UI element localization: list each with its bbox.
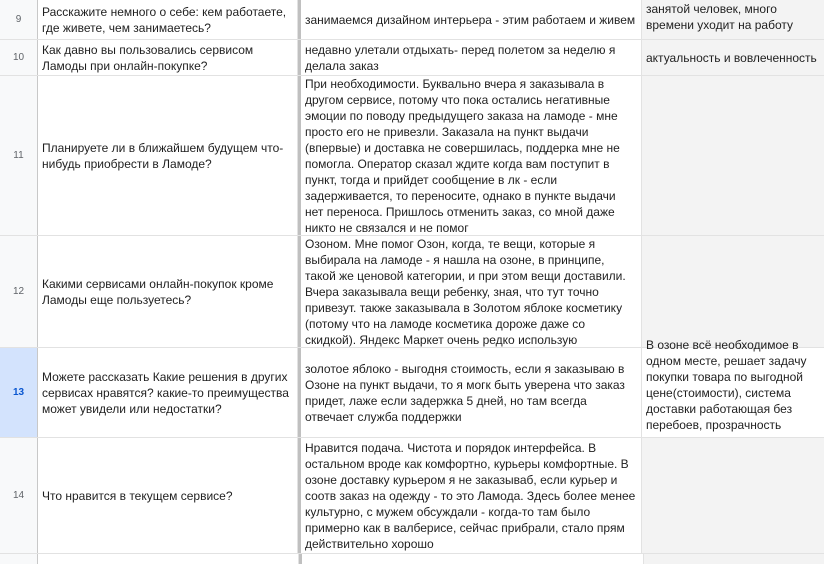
row-header[interactable]: 9	[0, 0, 38, 39]
note-text: В озоне всё необходимое в одном месте, решает задачу покупки товара по выгодной цене(стоимости), система доставки работающая без перебоев, прозрачность	[646, 337, 807, 432]
note-cell[interactable]	[642, 337, 824, 437]
row-header[interactable]: 10	[0, 40, 38, 75]
note-cell[interactable]	[642, 0, 824, 39]
row-header[interactable]: 12	[0, 236, 38, 347]
question-text: Планируете ли в ближайшем будущем что-нибудь приобрести в Ламоде?	[42, 140, 284, 171]
answer-text: занимаемся дизайном интерьера - этим работаем и живем	[305, 12, 636, 27]
question-cell[interactable]	[38, 438, 298, 553]
answer-text: Нравится подача. Чистота и порядок интерфейса. В остальном вроде как комфортно, курьеры комфортные. В озоне доставку курьером я не заказываб, если курьер и соотв заказ на одежду - то это Ламода. Здесь более менее культурно, с мужем обсуждали - когда-то там было примерно как в валберисе, сейчас прибрали, стало прям действительно хорошо	[305, 440, 636, 551]
table-row	[0, 438, 824, 554]
question-text: Что нравится в текущем сервисе?	[42, 488, 233, 503]
note-cell[interactable]	[642, 76, 824, 235]
question-cell[interactable]	[38, 76, 298, 235]
question-cell[interactable]	[38, 236, 298, 347]
table-row	[0, 337, 824, 438]
row-header[interactable]: 11	[0, 76, 38, 235]
answer-text: золотое яблоко - выгодня стоимость, если я заказываю в Озоне на пункт выдачи, то я могк быть уверена что заказ придет, лаже если задержка 5 дней, но там всегда отвечает служба поддержки	[305, 361, 625, 424]
question-cell[interactable]	[38, 348, 298, 437]
table-row	[0, 0, 824, 40]
answer-cell[interactable]	[301, 438, 642, 553]
question-text: Как давно вы пользовались сервисом Ламоды при онлайн-покупке?	[42, 42, 254, 73]
note-text: актуальность и вовлеченность	[646, 50, 817, 65]
row-header-selected[interactable]: 13	[0, 348, 38, 437]
row-header-partial	[0, 554, 38, 564]
partial-cell	[302, 554, 644, 564]
answer-cell[interactable]	[301, 0, 642, 39]
answer-text: При необходимости. Буквально вчера я заказывала в другом сервисе, потому что пока остались негативные эмоции по поводу предыдущего заказа на ламоде - мне просто его не привезли. Заказала на пункт выдачи (впервые) и доставка не совершилась, поддерка мне не помогла. Оператор сказал ждите когда вам поступит в пункт, тогда и прийдет сообщение в лк - если задерживается, то переносите, однако в пункте выдачи нет переноса. Пришлось отменить заказ, со мной даже никто не связался и не помог	[305, 76, 620, 235]
note-text: занятой человек, много времени уходит на работу	[646, 2, 794, 32]
answer-cell[interactable]	[301, 40, 642, 75]
answer-cell[interactable]	[301, 348, 642, 437]
question-text: Какими сервисами онлайн-покупок кроме Ламоды еще пользуетесь?	[42, 276, 274, 307]
note-cell[interactable]	[642, 438, 824, 553]
note-cell[interactable]	[642, 236, 824, 347]
partial-cell	[644, 554, 824, 564]
table-row	[0, 236, 824, 348]
table-row	[0, 40, 824, 76]
row-header[interactable]: 14	[0, 438, 38, 553]
question-text: Можете рассказать Какие решения в других сервисах нравятся? какие-то преимущества может увидели или недостатки?	[42, 369, 289, 416]
answer-text: Озоном. Мне помог Озон, когда, те вещи, которые я выбирала на ламоде - я нашла на озоне, в принципе, такой же ценовой категории, и при этом вещи доставили. Вчера заказывала вещи ребенку, зная, что тут точно привезут. также заказывала в Золотом яблоке косметику (потому что на ламоде косметика дороже даже со скидкой). Яндекс Маркет очень редко использую	[305, 236, 626, 347]
answer-cell[interactable]	[301, 236, 642, 347]
answer-cell[interactable]	[301, 76, 642, 235]
question-text: Расскажите немного о себе: кем работаете, где живете, чем занимаетесь?	[42, 4, 287, 35]
question-cell[interactable]	[38, 40, 298, 75]
question-cell[interactable]	[38, 0, 298, 39]
note-cell[interactable]	[642, 40, 824, 75]
table-row	[0, 76, 824, 236]
answer-text: недавно улетали отдыхать- перед полетом за неделю я делала заказ	[305, 42, 616, 73]
partial-cell	[38, 554, 299, 564]
partial-row	[0, 554, 824, 564]
